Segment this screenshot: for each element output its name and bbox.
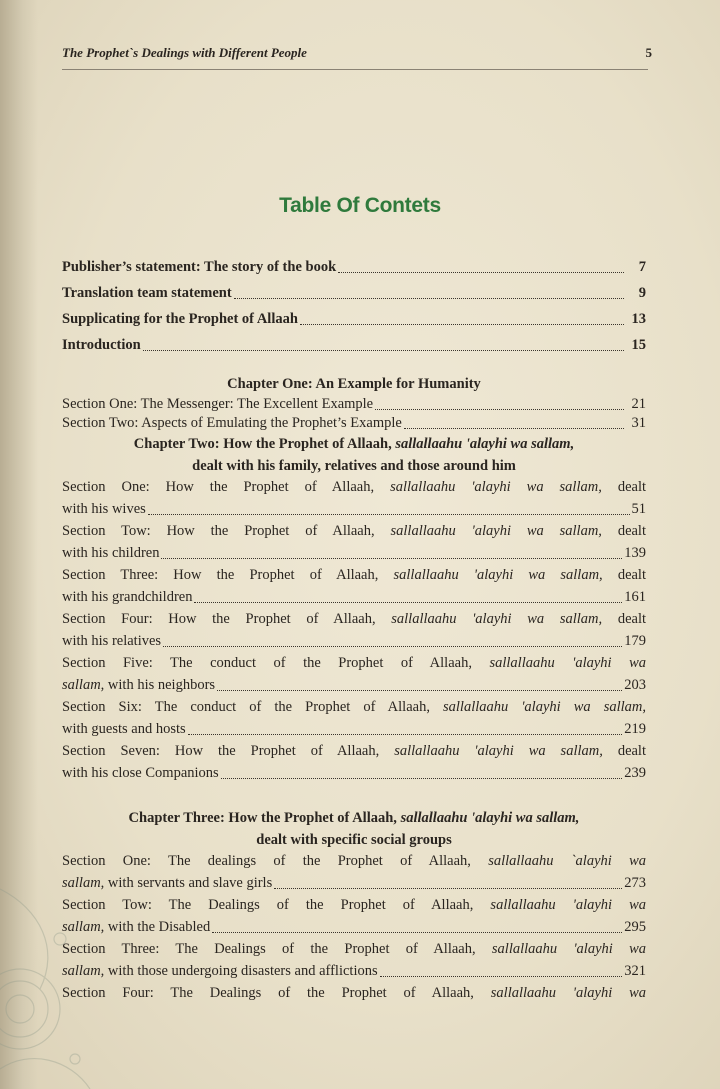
toc-entry-ch2-s5[interactable]: Section Five: The conduct of the Prophet of Allaah, sallallaahu 'alayhi wa sallam, with his neighbors 203 [62,653,646,696]
toc-entry-page: 139 [624,545,646,561]
toc-entry-ch3-s1[interactable]: Section One: The dealings of the Prophet of Allaah, sallallaahu `alayhi wa sallam, with servants and slave girls 273 [62,851,646,894]
toc-entry-ch1-s1[interactable] [62,395,646,414]
toc-entry-introduction[interactable] [62,329,646,355]
dot-leader [234,297,624,299]
toc-entry-label: Section One: The Messenger: The Excellent Example [62,396,374,412]
toc-entry-page: 203 [624,677,646,693]
toc-entry-ch3-s2[interactable]: Section Tow: The Dealings of the Prophet of Allaah, sallallaahu 'alayhi wa sallam, with the Disabled 295 [62,895,646,938]
toc-entry-publisher[interactable] [62,251,646,277]
dot-leader [212,932,622,933]
toc-entry-ch3-s3[interactable]: Section Three: The Dealings of the Prophet of Allaah, sallallaahu 'alayhi wa sallam, with those undergoing disasters and afflictions 321 [62,939,646,982]
toc-entry-label: Supplicating for the Prophet of Allaah [62,311,298,327]
toc-entry-page: 21 [631,396,646,412]
toc-entry-ch2-s7[interactable]: Section Seven: How the Prophet of Allaah, sallallaahu 'alayhi wa sallam, dealt with his close Companions 239 [62,741,646,784]
toc-entry-page: 321 [624,963,646,979]
toc-entry-page: 161 [624,589,646,605]
toc-entry-ch2-s4[interactable]: Section Four: How the Prophet of Allaah, sallallaahu 'alayhi wa sallam, dealt with his relatives 179 [62,609,646,652]
dot-leader [404,427,624,429]
toc-entry-page: 15 [631,337,646,353]
toc-entry-page: 31 [631,415,646,431]
toc-entry-label: Introduction [62,337,141,353]
dot-leader [338,271,624,273]
toc-entry-label: Section Two: Aspects of Emulating the Prophet’s Example [62,415,402,431]
dot-leader [143,349,624,351]
toc-entry-page: 273 [624,875,646,891]
running-header [62,43,652,70]
dot-leader [274,888,622,889]
table-of-contents [62,251,646,1005]
toc-entry-ch2-s6[interactable]: Section Six: The conduct of the Prophet of Allaah, sallallaahu 'alayhi wa sallam, with guests and hosts 219 [62,697,646,740]
toc-entry-ch1-s2[interactable] [62,414,646,433]
dot-leader [163,646,622,647]
dot-leader [375,408,624,410]
toc-entry-page: 179 [624,633,646,649]
toc-entry-page: 7 [638,259,646,275]
toc-entry-ch2-s1[interactable]: Section One: How the Prophet of Allaah, sallallaahu 'alayhi wa sallam, dealt with his wives 51 [62,477,646,520]
chapter-two-title: Chapter Two: How the Prophet of Allaah, sallallaahu 'alayhi wa sallam, dealt with his family, relatives and those around him [133,436,575,474]
toc-entry-ch2-s3[interactable]: Section Three: How the Prophet of Allaah, sallallaahu 'alayhi wa sallam, dealt with his grandchildren 161 [62,565,646,608]
dot-leader [300,323,624,325]
toc-entry-page: 295 [624,919,646,935]
dot-leader [194,602,622,603]
toc-entry-page: 239 [624,765,646,781]
toc-entry-translation[interactable] [62,277,646,303]
toc-entry-label: Publisher’s statement: The story of the book [62,259,337,275]
dot-leader [148,514,630,515]
dot-leader [380,976,623,977]
toc-entry-page: 51 [631,501,646,517]
toc-entry-ch3-s4[interactable]: Section Four: The Dealings of the Prophet of Allaah, sallallaahu 'alayhi wa [62,985,646,1001]
dot-leader [217,690,622,691]
running-title: The Prophet`s Dealings with Different People [62,45,307,60]
toc-entry-page: 13 [631,311,646,327]
chapter-three-title: Chapter Three: How the Prophet of Allaah, sallallaahu 'alayhi wa sallam, dealt with specific social groups [128,810,580,848]
dot-leader [161,558,622,559]
chapter-one-title: Chapter One: An Example for Humanity [227,376,481,392]
page-title: Table Of Contets [279,194,441,217]
toc-entry-page: 9 [638,285,646,301]
toc-entry-label: Translation team statement [62,285,232,301]
toc-entry-ch2-s2[interactable]: Section Tow: How the Prophet of Allaah, sallallaahu 'alayhi wa sallam, dealt with his children 139 [62,521,646,564]
dot-leader [188,734,623,735]
dot-leader [221,778,623,779]
toc-entry-supplicating[interactable] [62,303,646,329]
page-number: 5 [645,45,652,60]
toc-entry-page: 219 [624,721,646,737]
